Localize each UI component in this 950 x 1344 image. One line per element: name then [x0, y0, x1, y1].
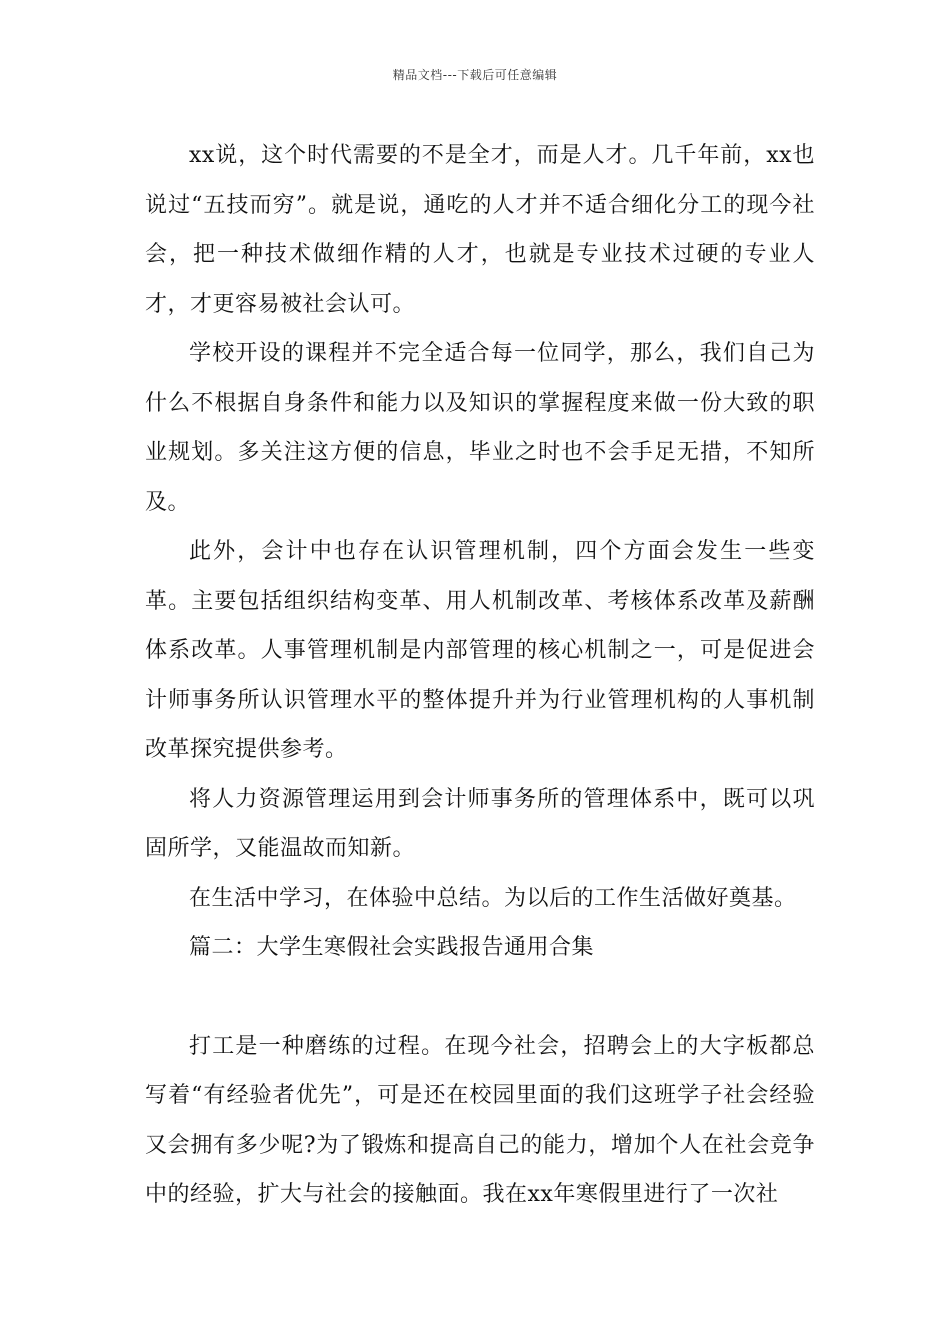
document-body — [145, 131, 815, 1220]
paragraph-summary: 在生活中学习，在体验中总结。为以后的工作生活做好奠基。 — [189, 885, 797, 911]
paragraph-hr-application: 将人力资源管理运用到会计师事务所的管理体系中，既可以巩固所学，又能温故而知新。 — [145, 786, 815, 861]
page-header: 精品文档---下载后可任意编辑 — [392, 68, 558, 82]
paragraph-career-planning: 学校开设的课程并不完全适合每一位同学，那么，我们自己为什么不根据自身条件和能力以及知识的掌握程度来做一份大致的职业规划。多关注这方便的信息，毕业之时也不会手足无措，不知所及。 — [145, 341, 815, 515]
section-heading: 篇二：大学生寒假社会实践报告通用合集 — [189, 935, 595, 960]
paragraph-management-reform: 此外，会计中也存在认识管理机制，四个方面会发生一些变革。主要包括组织结构变革、用人机制改革、考核体系改革及薪酬体系改革。人事管理机制是内部管理的核心机制之一，可是促进会计师事务所认识管理水平的整体提升并为行业管理机构的人事机制改革探究提供参考。 — [145, 539, 815, 762]
paragraph-talent: xx说，这个时代需要的不是全才，而是人才。几千年前，xx也说过“五技而穷”。就是说，通吃的人才并不适合细化分工的现今社会，把一种技术做细作精的人才，也就是专业技术过硬的专业人才，才更容易被社会认可。 — [145, 143, 815, 317]
paragraph-part-time-work: 打工是一种磨练的过程。在现今社会，招聘会上的大字板都总写着“有经验者优先”，可是还在校园里面的我们这班学子社会经验又会拥有多少呢?为了锻炼和提高自己的能力，增加个人在社会竞争中的经验，扩大与社会的接触面。我在xx年寒假里进行了一次社 — [145, 1033, 815, 1207]
